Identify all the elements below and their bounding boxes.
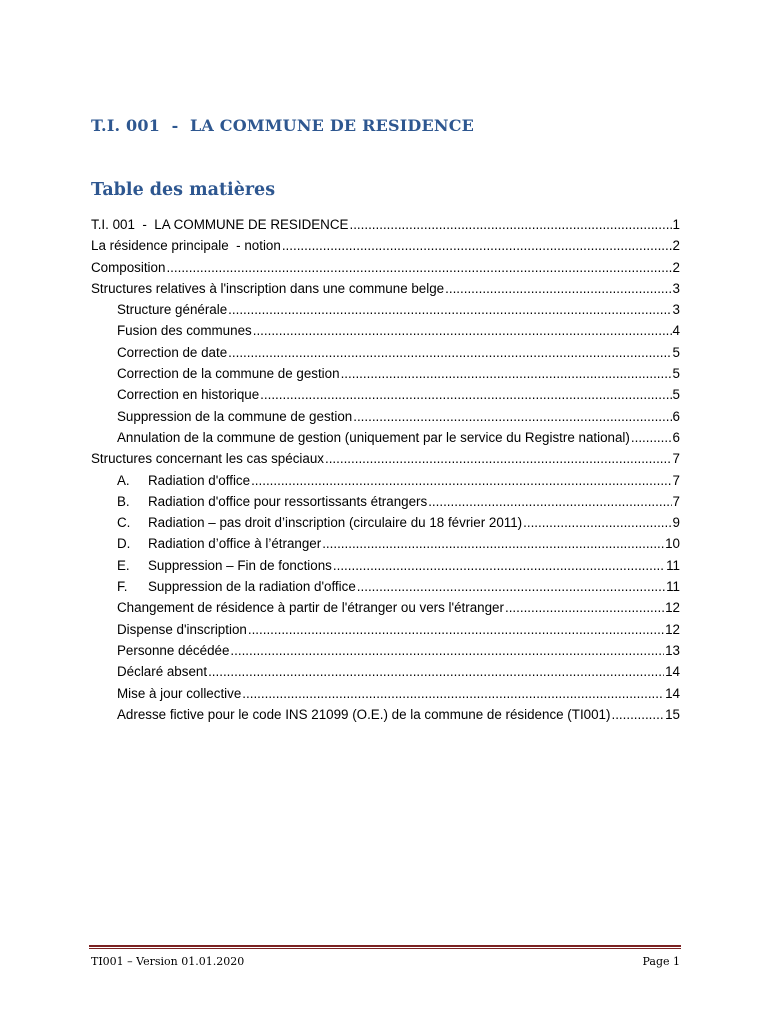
toc-entry-page: 3 [672,280,680,296]
toc-entry-page: 5 [672,387,680,403]
toc-dot-leader [505,597,664,618]
toc-entry-letter: E. [117,557,130,573]
toc-dot-leader [349,214,671,235]
toc-entry-page: 15 [665,706,680,722]
toc-entry-page: 7 [672,451,680,467]
toc-dot-leader [251,470,671,491]
toc-entry-letter: F. [117,579,128,595]
toc-entry-title: Radiation – pas droit d’inscription (circulaire du 18 février 2011) [148,515,523,531]
toc-entry[interactable] [91,406,680,427]
toc-entry-title: Fusion des communes [117,323,252,339]
toc-entry-title: Dispense d'inscription [117,621,247,637]
toc-entry-title: Radiation d'office [148,472,251,488]
toc-dot-leader [341,363,672,384]
toc-entry-page: 12 [665,621,680,637]
toc-entry[interactable] [91,533,680,554]
toc-entry-page: 3 [672,302,680,318]
toc-entry[interactable] [91,470,680,491]
toc-entry[interactable] [91,320,680,341]
toc-entry-letter: D. [117,536,131,552]
toc-dot-leader [242,683,664,704]
toc-dot-leader [253,320,672,341]
toc-entry-letter: C. [117,515,131,531]
toc-entry-title: Adresse fictive pour le code INS 21099 (O.E.) de la commune de résidence (TI001) [117,706,611,722]
toc-entry[interactable] [91,448,680,469]
toc-entry-page: 2 [672,238,680,254]
toc-dot-leader [248,619,664,640]
toc-dot-leader [333,555,665,576]
toc-entry-title: Structures concernant les cas spéciaux [91,451,324,467]
toc-entry-page: 14 [665,685,680,701]
toc-entry-page: 11 [666,579,680,595]
toc-dot-leader [208,661,664,682]
table-of-contents [91,214,680,725]
toc-dot-leader [228,342,671,363]
toc-entry[interactable] [91,683,680,704]
toc-dot-leader [322,533,664,554]
toc-dot-leader [631,427,672,448]
toc-entry-title: Composition [91,259,166,275]
toc-entry-letter: A. [117,472,130,488]
toc-entry[interactable] [91,235,680,256]
toc-entry-page: 6 [672,408,680,424]
toc-entry-title: Mise à jour collective [117,685,242,701]
toc-entry-title: Structures relatives à l'inscription dans une commune belge [91,280,445,296]
toc-entry[interactable] [91,427,680,448]
toc-dot-leader [445,278,671,299]
document-title: T.I. 001 - LA COMMUNE DE RESIDENCE [91,116,475,135]
toc-entry[interactable] [91,363,680,384]
toc-entry-page: 6 [672,429,680,445]
toc-entry-title: Correction en historique [117,387,260,403]
toc-entry-title: Correction de la commune de gestion [117,366,340,382]
toc-entry[interactable] [91,555,680,576]
toc-entry[interactable] [91,619,680,640]
toc-entry-page: 5 [672,366,680,382]
toc-entry[interactable] [91,704,680,725]
toc-entry[interactable] [91,661,680,682]
toc-dot-leader [260,384,671,405]
toc-entry-title: Personne décédée [117,642,230,658]
toc-entry[interactable] [91,257,680,278]
toc-entry-title: La résidence principale - notion [91,238,281,254]
toc-entry-title: Correction de date [117,344,228,360]
toc-entry-page: 11 [666,557,680,573]
toc-heading: Table des matières [91,180,276,200]
toc-entry[interactable] [91,342,680,363]
toc-entry-page: 7 [672,472,680,488]
toc-dot-leader [357,576,665,597]
toc-entry-page: 14 [665,664,680,680]
toc-entry-title: Suppression – Fin de fonctions [148,557,332,573]
toc-entry-title: Radiation d'office pour ressortissants étrangers [148,493,428,509]
toc-entry-title: Changement de résidence à partir de l'étranger ou vers l'étranger [117,600,504,616]
toc-entry-letter: B. [117,493,130,509]
toc-entry-page: 2 [672,259,680,275]
footer-page-number: Page 1 [642,955,680,968]
toc-entry-title: Radiation d’office à l’étranger [148,536,322,552]
toc-entry[interactable] [91,491,680,512]
toc-entry-title: T.I. 001 - LA COMMUNE DE RESIDENCE [91,217,349,232]
toc-entry[interactable] [91,384,680,405]
toc-entry-title: Suppression de la radiation d'office [148,579,356,595]
toc-entry-page: 5 [672,344,680,360]
footer-version: TI001 – Version 01.01.2020 [91,955,245,968]
toc-entry-page: 1 [672,217,680,232]
toc-entry[interactable] [91,214,680,235]
toc-dot-leader [166,257,671,278]
toc-entry[interactable] [91,278,680,299]
toc-entry-page: 9 [672,515,680,531]
toc-entry-title: Déclaré absent [117,664,208,680]
toc-entry-title: Suppression de la commune de gestion [117,408,353,424]
toc-dot-leader [325,448,672,469]
toc-entry[interactable] [91,512,680,533]
toc-dot-leader [523,512,671,533]
toc-dot-leader [282,235,672,256]
footer-rule [89,945,681,949]
toc-entry-title: Annulation de la commune de gestion (uniquement par le service du Registre national) [117,429,630,445]
toc-dot-leader [353,406,671,427]
toc-dot-leader [230,640,664,661]
toc-entry-title: Structure générale [117,302,228,318]
toc-entry[interactable] [91,640,680,661]
toc-entry-page: 4 [672,323,680,339]
toc-entry-page: 12 [665,600,680,616]
toc-dot-leader [428,491,671,512]
toc-dot-leader [611,704,664,725]
toc-dot-leader [228,299,671,320]
toc-entry[interactable] [91,597,680,618]
toc-entry[interactable] [91,576,680,597]
toc-entry-page: 7 [672,493,680,509]
toc-entry-page: 10 [665,536,680,552]
toc-entry[interactable] [91,299,680,320]
toc-entry-page: 13 [665,642,680,658]
